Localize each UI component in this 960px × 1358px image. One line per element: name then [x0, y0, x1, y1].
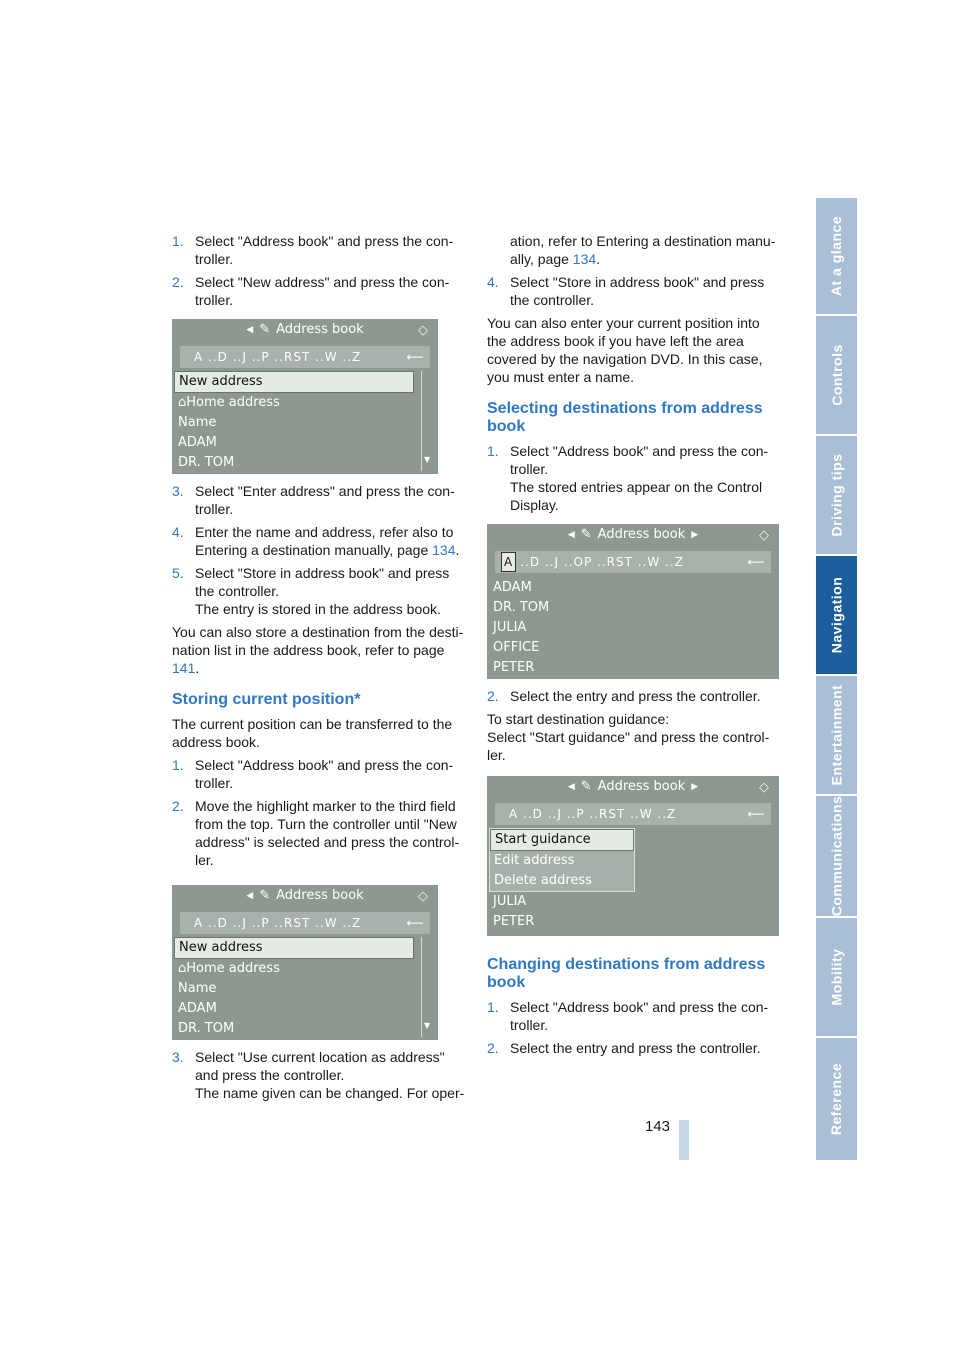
scrollbar[interactable]	[421, 937, 432, 1037]
sidebar-tab-reference[interactable]: Reference	[816, 1038, 857, 1160]
menu-item-start-guidance[interactable]: Start guidance	[490, 829, 634, 851]
address-book-icon: ✎	[580, 527, 592, 542]
list-item[interactable]: DR. TOM	[178, 1021, 235, 1036]
step-item: 5. Select "Store in address book" and press the controller. The entry is stored in the address book.	[172, 565, 450, 617]
paragraph: The current position can be transferred to the address book.	[172, 716, 453, 750]
list-item[interactable]: DR. TOM	[178, 455, 235, 470]
address-list	[174, 937, 414, 1039]
list-item[interactable]: DR. TOM	[493, 600, 550, 615]
arrow-left-icon: ◀	[246, 325, 254, 335]
menu-item-delete-address[interactable]: Delete address	[494, 873, 592, 888]
paragraph: ation, refer to Entering a destination manu-ally, page 134.	[510, 233, 776, 267]
alphabet-bar[interactable]: A ..D ..J ..P ..RST ..W ..Z	[180, 912, 424, 934]
alphabet-bar[interactable]: A ..D ..J ..P ..RST ..W ..Z	[495, 803, 749, 825]
screen-title-bar	[487, 776, 779, 798]
paragraph: Select "Start guidance" and press the control-ler.	[487, 729, 770, 763]
controller-icon: ◇	[418, 889, 428, 904]
sidebar-tab-communications[interactable]: Communications	[816, 796, 857, 916]
page-link[interactable]: 141	[172, 660, 196, 676]
step-item: 3. Select "Use current location as address" and press the controller. The name given can be changed. For oper-	[172, 1049, 465, 1101]
step-item: 2. Select the entry and press the controller.	[487, 688, 761, 704]
sidebar-tab-mobility[interactable]: Mobility	[816, 918, 857, 1036]
left-column	[172, 232, 467, 1107]
scrollbar[interactable]	[421, 371, 432, 471]
arrow-right-icon: ▶	[691, 530, 699, 540]
sidebar-tab-driving-tips[interactable]: Driving tips	[816, 436, 857, 554]
list-item[interactable]: PETER	[493, 914, 535, 929]
section-heading: Storing current position*	[172, 691, 361, 708]
list-item[interactable]: Name	[178, 415, 217, 430]
step-item: 4. Select "Store in address book" and press the controller.	[487, 274, 765, 308]
chevron-down-icon: ▼	[424, 455, 431, 464]
paragraph: You can also enter your current position into the address book if you have left the area covered by the navigation DVD. In this case, you must enter a name.	[487, 315, 763, 385]
controller-icon: ◇	[759, 780, 769, 795]
section-heading: Selecting destinations from address book	[487, 400, 763, 435]
step-item: 2. Select the entry and press the controller.	[487, 1040, 761, 1056]
alphabet-bar[interactable]: A ..D ..J ..P ..RST ..W ..Z	[180, 346, 424, 368]
right-column	[487, 232, 782, 1062]
sidebar-tab-controls[interactable]: Controls	[816, 316, 857, 434]
list-item-selected[interactable]: New address	[174, 371, 414, 393]
selected-letter[interactable]: A	[501, 552, 516, 572]
screen-title: Address book	[276, 888, 364, 903]
list-item[interactable]: JULIA	[493, 894, 527, 909]
sidebar-tab-entertainment[interactable]: Entertainment	[816, 676, 857, 794]
list-item[interactable]: OFFICE	[493, 640, 540, 655]
page-number: 143	[644, 1118, 670, 1135]
menu-item-edit-address[interactable]: Edit address	[494, 853, 575, 868]
step-item: 1. Select "Address book" and press the con-troller. The stored entries appear on the Control Display.	[487, 443, 769, 513]
step-item: 2. Move the highlight marker to the third field from the top. Turn the controller until "New address" is selected and press the control-ler.	[172, 798, 460, 868]
list-item[interactable]: ⌂Home address	[178, 961, 280, 976]
list-item-selected[interactable]: New address	[174, 937, 414, 959]
list-item[interactable]: PETER	[493, 660, 535, 675]
page-link[interactable]: 134	[572, 251, 597, 267]
step-item: 1. Select "Address book" and press the con-troller.	[487, 999, 769, 1033]
back-arrow-icon[interactable]: ⟵	[400, 912, 430, 934]
list-item[interactable]: Name	[178, 981, 217, 996]
address-book-icon: ✎	[580, 779, 592, 794]
back-arrow-icon[interactable]: ⟵	[741, 803, 771, 825]
context-menu	[489, 828, 635, 892]
list-item[interactable]: ADAM	[178, 1001, 217, 1016]
control-display-screen	[487, 776, 779, 936]
list-item[interactable]: ADAM	[493, 580, 532, 595]
chevron-down-icon: ▼	[424, 1021, 431, 1030]
step-item: 4. Enter the name and address, refer also to Entering a destination manually, page 134.	[172, 524, 460, 558]
control-display-screen	[487, 524, 779, 679]
page-link[interactable]: 134	[432, 542, 456, 558]
back-arrow-icon[interactable]: ⟵	[400, 346, 430, 368]
step-item: 2. Select "New address" and press the con-troller.	[172, 274, 450, 308]
step-item: 1. Select "Address book" and press the con-troller.	[172, 233, 454, 267]
back-arrow-icon[interactable]: ⟵	[741, 551, 771, 573]
controller-icon: ◇	[418, 323, 428, 338]
sidebar-tab-navigation[interactable]: Navigation	[816, 556, 857, 674]
address-list	[489, 892, 749, 932]
paragraph: You can also store a destination from the desti-nation list in the address book, refer to page 141.	[172, 624, 464, 676]
list-item[interactable]: ⌂Home address	[178, 395, 280, 410]
address-book-icon: ✎	[259, 888, 271, 903]
address-list	[174, 371, 414, 473]
step-item: 3. Select "Enter address" and press the con-troller.	[172, 483, 455, 517]
address-book-icon: ✎	[259, 322, 271, 337]
arrow-right-icon: ▶	[691, 782, 699, 792]
screen-title-bar	[487, 524, 779, 546]
arrow-left-icon: ◀	[567, 530, 575, 540]
step-item: 1. Select "Address book" and press the con-troller.	[172, 757, 454, 791]
list-item[interactable]: ADAM	[178, 435, 217, 450]
alphabet-bar[interactable]: A ..D ..J ..OP ..RST ..W ..Z	[495, 551, 741, 573]
control-display-screen	[172, 885, 438, 1040]
screen-title: Address book	[597, 527, 686, 542]
address-list	[489, 578, 749, 678]
paragraph: To start destination guidance:	[487, 711, 670, 727]
screen-title: Address book	[276, 322, 364, 337]
screen-title-bar	[172, 885, 438, 907]
page-marker-bar	[679, 1120, 689, 1160]
control-display-screen	[172, 319, 438, 474]
controller-icon: ◇	[759, 528, 769, 543]
sidebar-tab-at-a-glance[interactable]: At a glance	[816, 198, 857, 314]
arrow-left-icon: ◀	[246, 891, 254, 901]
arrow-left-icon: ◀	[567, 782, 575, 792]
list-item[interactable]: JULIA	[493, 620, 527, 635]
screen-title: Address book	[597, 779, 686, 794]
screen-title-bar	[172, 319, 438, 341]
section-heading: Changing destinations from address book	[487, 956, 766, 991]
